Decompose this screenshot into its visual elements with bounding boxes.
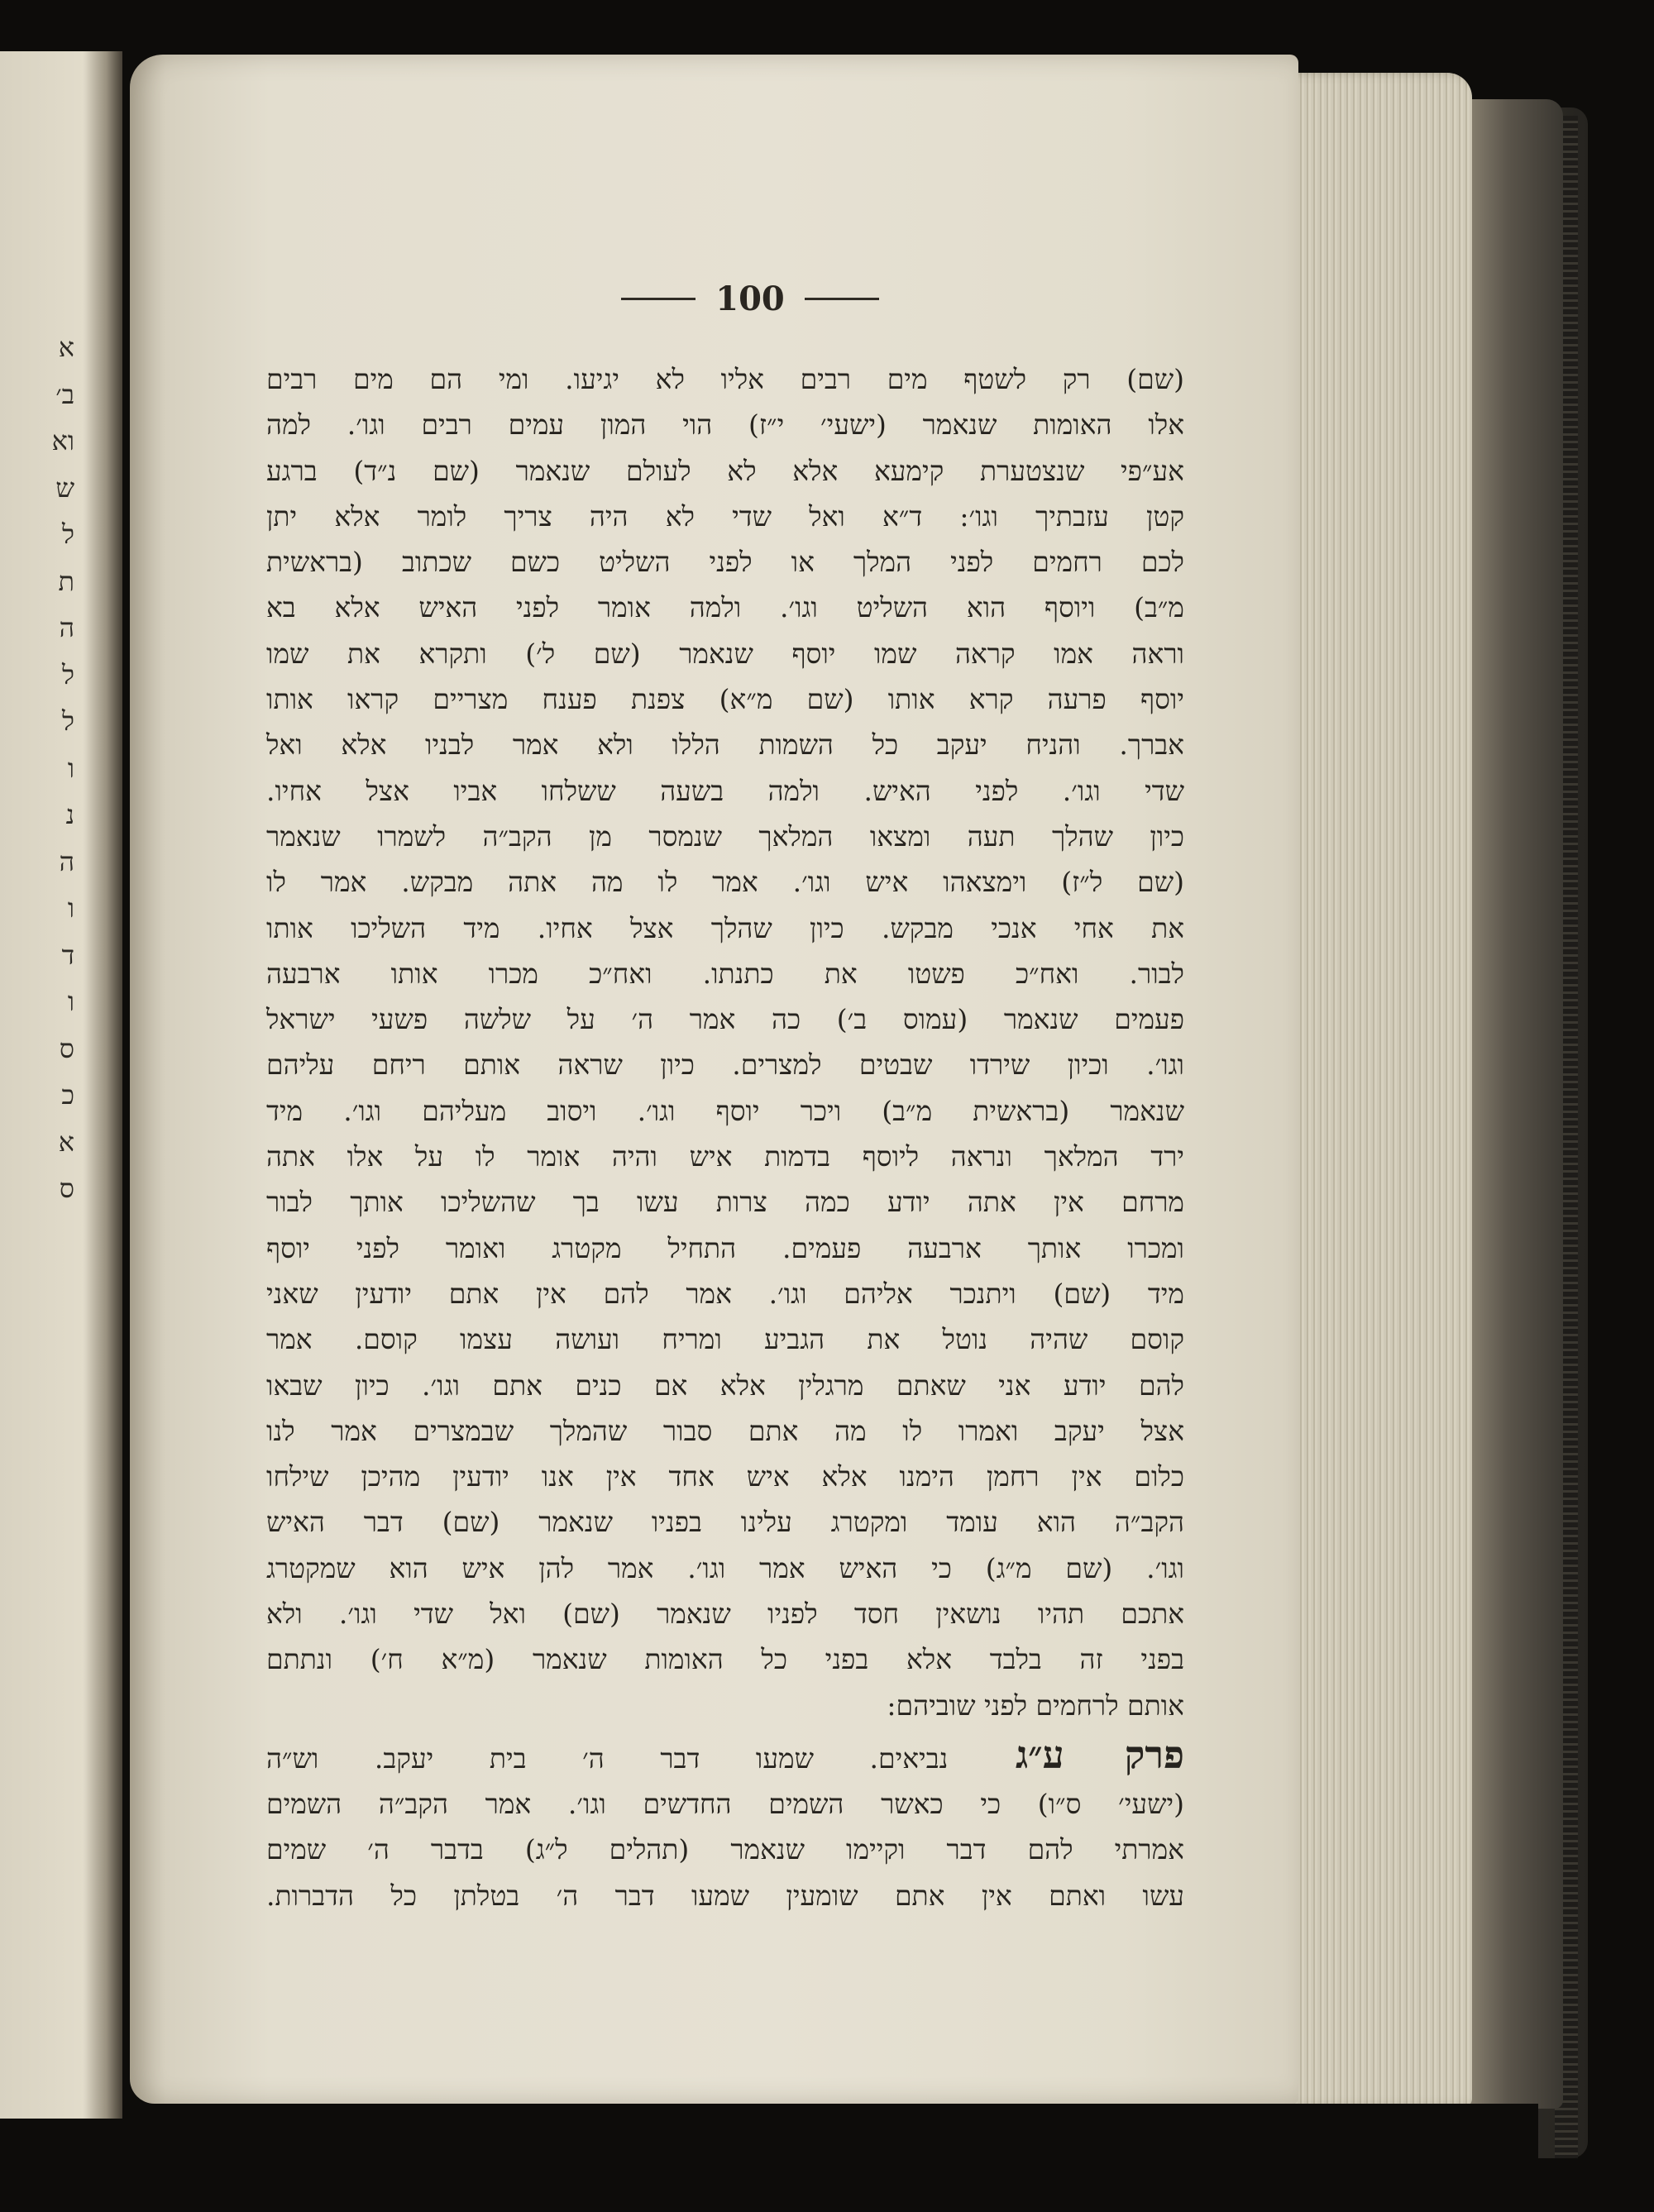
previous-page [0, 51, 122, 2119]
header-rule-left [621, 298, 696, 300]
text-line: שנאמר (בראשית מ״ב) ויכר יוסף וגו׳. ויסוב מעליהם וגו׳. מיד [266, 1094, 1184, 1127]
text-line: וראה אמו קראה שמו יוסף שנאמר (שם ל׳) ותקרא את שמו [266, 637, 1184, 670]
header-rule-right [805, 298, 879, 300]
chapter-first-line-text: נביאים. שמעו דבר ה׳ בית יעקב. וש״ה [266, 1741, 949, 1775]
previous-page-edge-text [41, 324, 74, 1212]
text-line: פעמים שנאמר (עמוס ב׳) כה אמר ה׳ על שלשה פשעי ישראל [266, 1003, 1184, 1036]
text-line: אתכם תהיו נושאין חסד לפניו שנאמר (שם) ואל שדי וגו׳. ולא [266, 1598, 1185, 1631]
text-line: (ישעי׳ ס״ו) כי כאשר השמים החדשים וגו׳. אמר הקב״ה השמים [266, 1787, 1184, 1820]
previous-page-letter: וא [51, 425, 74, 456]
previous-page-letter: א [58, 1125, 74, 1158]
previous-page-letter: ש [55, 471, 74, 504]
text-line: אצל יעקב ואמרו לו מה אתם סבור שהמלך שבמצרים אמר לנו [266, 1414, 1184, 1447]
text-line: בפני זה בלבד אלא בפני כל האומות שנאמר (מ״א ח׳) ונתתם [266, 1643, 1184, 1676]
text-line: עשו ואתם אין אתם שומעין שמעו דבר ה׳ בטלתן כל הדברות. [266, 1879, 1184, 1912]
text-line: יוסף פרעה קרא אותו (שם מ״א) צפנת פענח מצריים קראו אותו [266, 683, 1184, 716]
text-line: קוסם שהיה נוטל את הגביע ומריח ועושה עצמו קוסם. אמר [266, 1323, 1184, 1356]
text-line: כיון שהלך תעה ומצאו המלאך שנמסר מן הקב״ה לשמרו שנאמר [266, 819, 1184, 853]
page-body-text [266, 356, 1184, 1918]
text-line: לכם רחמים לפני המלך או לפני השליט כשם שכתוב (בראשית [266, 546, 1184, 579]
previous-page-letter: ה [59, 845, 74, 877]
page-fore-edge [1278, 73, 1472, 2107]
text-line: כלום אין רחמן הימנו אלא איש אחד אין אנו יודעין מהיכן שילחו [266, 1460, 1184, 1493]
background-shadow [132, 2104, 1538, 2212]
text-line: ירד המלאך ונראה ליוסף בדמות איש והיה אומר לו על אלו אתה [266, 1140, 1184, 1173]
previous-page-letter: ב׳ [55, 378, 74, 410]
text-line: מיד (שם) ויתנכר אליהם וגו׳. אמר להם אין אתם יודעין שאני [266, 1277, 1184, 1310]
text-line: וגו׳. (שם מ״ג) כי האיש אמר וגו׳. אמר להן איש הוא שמקטרג [266, 1551, 1184, 1584]
page-block-shadow [1464, 99, 1563, 2109]
text-line: מ״ב) ויוסף הוא השליט וגו׳. ולמה אומר לפני האיש אלא בא [266, 591, 1184, 624]
chapter-heading: פרק ע״ג [1015, 1732, 1184, 1777]
text-line: לבור. ואח״כ פשטו את כתנתו. ואח״כ מכרו אותו ארבעה [266, 957, 1184, 990]
text-line: אברך. והניח יעקב כל השמות הללו ולא אמר לבניו אלא ואל [266, 729, 1184, 762]
body-lines [266, 356, 1184, 1728]
text-line: וגו׳. וכיון שירדו שבטים למצרים. כיון שראה אותם ריחם עליהם [266, 1049, 1184, 1082]
previous-page-letter: א [58, 332, 74, 363]
text-line: ומכרו אותך ארבעה פעמים. התחיל מקטרג ואומר לפני יוסף [266, 1231, 1184, 1264]
text-line: אע״פי שנצטערת קימעא אלא לא לעולם שנאמר (שם נ״ד) ברגע [266, 454, 1184, 487]
previous-page-letter: ל [62, 705, 74, 737]
text-line: את אחי אנכי מבקש. כיון שהלך אצל אחיו. מיד השליכו אותו [266, 911, 1185, 944]
previous-page-letter: ו [67, 752, 74, 784]
chapter-lines [266, 1781, 1184, 1918]
previous-page-letter: ו [67, 986, 74, 1017]
text-line: מרחם אין אתה יודע כמה צרות עשו בך שהשליכו אותך לבור [266, 1186, 1184, 1219]
book-page [130, 55, 1298, 2104]
text-line: (שם ל״ז) וימצאהו איש וגו׳. אמר לו מה אתה מבקש. אמר לו [266, 866, 1184, 899]
text-line: הקב״ה הוא עומד ומקטרג עלינו בפניו שנאמר (שם) דבר האיש [266, 1506, 1184, 1539]
text-line: קטן עזבתיך וגו׳: ד״א ואל שדי לא היה צריך לומר אלא יתן [266, 499, 1184, 533]
previous-page-letter: ת [58, 565, 74, 597]
previous-page-letter: כ [61, 1079, 74, 1111]
text-line: שדי וגו׳. לפני האיש. ולמה בשעה ששלחו אביו אצל אחיו. [266, 774, 1184, 807]
text-line: אותם לרחמים לפני שוביהם: [887, 1689, 1184, 1722]
book-gutter [83, 51, 122, 2119]
previous-page-letter: נ [65, 799, 74, 830]
previous-page-letter: ד [61, 939, 74, 971]
page-header [601, 270, 899, 327]
text-line: להם יודע אני שאתם מרגלין אלא אם כנים אתם וגו׳. כיון שבאו [266, 1369, 1184, 1402]
previous-page-letter: ל [62, 518, 74, 550]
text-line: (שם) רק לשטף מים רבים אליו לא יגיעו. ומי הם מים רבים [266, 363, 1184, 395]
previous-page-letter: ס [59, 1032, 74, 1064]
page-number: 100 [715, 279, 785, 318]
text-line: אמרתי להם דבר וקיימו שנאמר (תהלים ל״ג) בדבר ה׳ שמים [266, 1833, 1184, 1866]
previous-page-letter: ו [67, 892, 74, 924]
previous-page-letter: ס [59, 1173, 74, 1204]
previous-page-letter: ל [62, 658, 74, 690]
text-line: אלו האומות שנאמר (ישעי׳ י״ז) הוי המון עמים רבים וגו׳. למה [266, 408, 1184, 442]
chapter-start-line [266, 1728, 1184, 1781]
previous-page-letter: ה [59, 612, 74, 643]
